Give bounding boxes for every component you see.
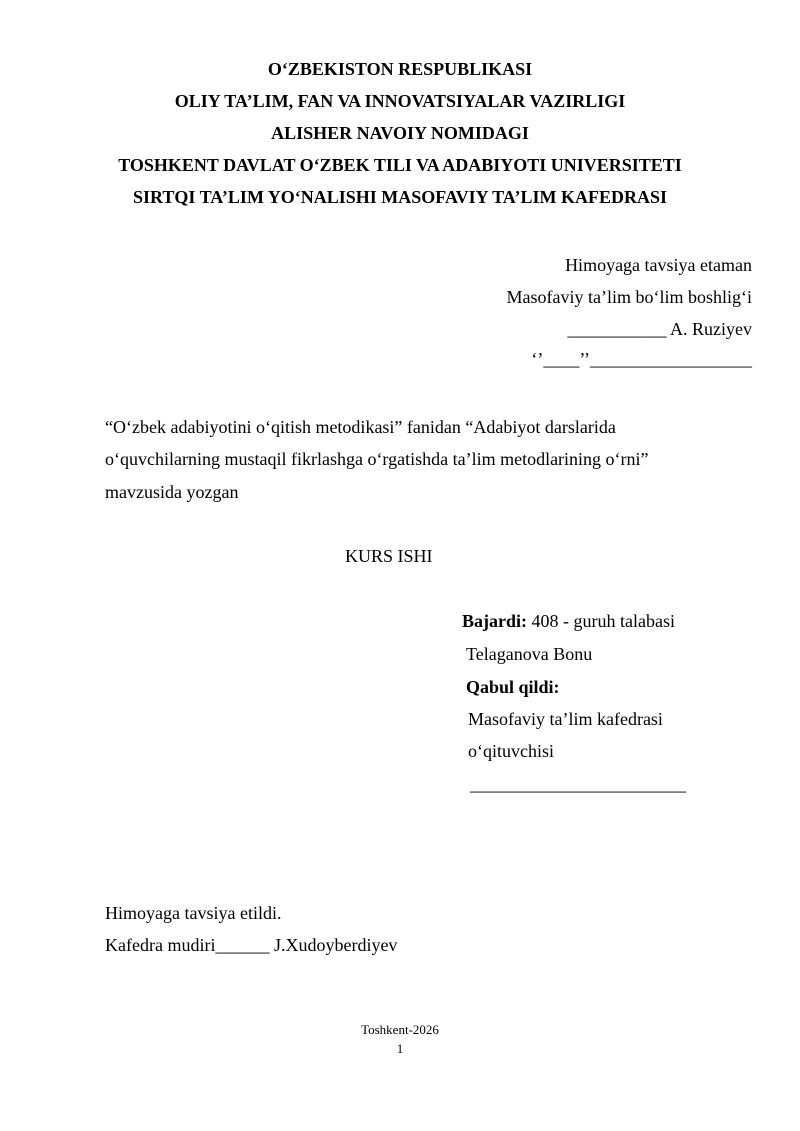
receiver-department: Masofaviy ta’lim kafedrasi — [468, 709, 663, 729]
author-name: Telaganova Bonu — [466, 644, 593, 664]
performed-by-label: Bajardi: — [462, 611, 527, 631]
received-by-label: Qabul qildi: — [466, 677, 560, 697]
topic-line-1: “O‘zbek adabiyotini o‘qitish metodikasi” fanidan “Adabiyot darslarida — [105, 417, 616, 437]
header-line-department: SIRTQI TA’LIM YO‘NALISHI MASOFAVIY TA’LIM KAFEDRASI — [133, 187, 667, 207]
approval-line-signature: ___________ A. Ruziyev — [567, 319, 752, 339]
topic-line-2: o‘quvchilarning mustaqil fikrlashga o‘rgatishda ta’lim metodlarining o‘rni” — [105, 449, 649, 469]
author-group: 408 - guruh talabasi — [527, 611, 675, 631]
approval-line-recommend: Himoyaga tavsiya etaman — [565, 255, 752, 275]
footer-city-year: Toshkent-2026 — [361, 1022, 439, 1037]
approval-line-head-title: Masofaviy ta’lim bo‘lim boshlig‘i — [506, 287, 752, 307]
document-type-title: KURS ISHI — [345, 546, 433, 566]
header-line-country: O‘ZBEKISTON RESPUBLIKASI — [267, 59, 533, 79]
approval-line-date: ‘’____’’__________________ — [531, 349, 752, 369]
header-line-named-after: ALISHER NAVOIY NOMIDAGI — [271, 123, 529, 143]
header-line-ministry: OLIY TA’LIM, FAN VA INNOVATSIYALAR VAZIRLIGI — [174, 91, 626, 111]
recommendation-line-2: Kafedra mudiri______ J.Xudoyberdiyev — [105, 935, 398, 955]
page-number: 1 — [396, 1041, 404, 1056]
topic-line-3: mavzusida yozgan — [105, 482, 239, 502]
header-line-university: TOSHKENT DAVLAT O‘ZBEK TILI VA ADABIYOTI UNIVERSITETI — [118, 155, 682, 175]
recommendation-line-1: Himoyaga tavsiya etildi. — [105, 903, 282, 923]
receiver-signature-line: ________________________ — [470, 774, 686, 794]
receiver-role: o‘qituvchisi — [468, 741, 554, 761]
author-line-performed — [462, 610, 675, 632]
